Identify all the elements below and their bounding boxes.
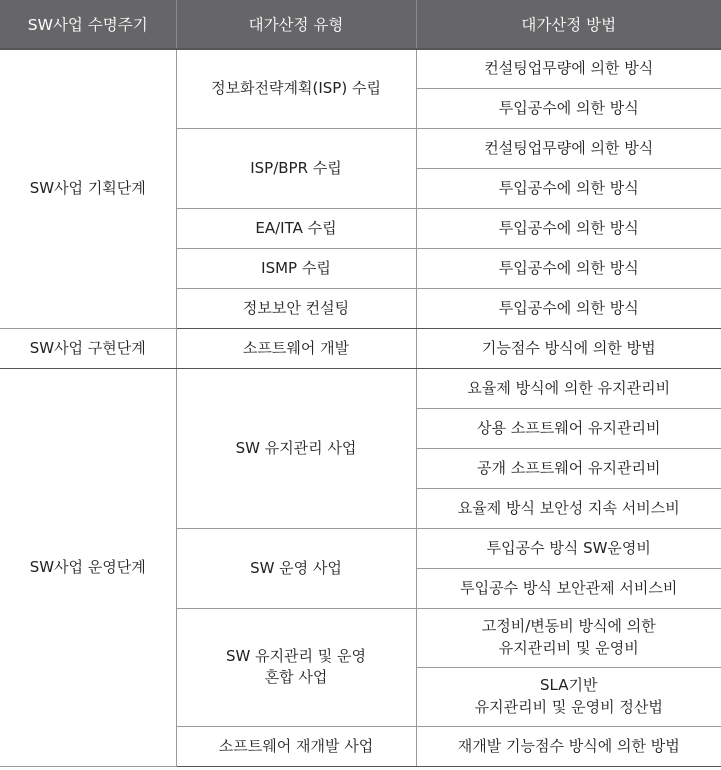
method-cell: 컨설팅업무량에 의한 방식 xyxy=(416,49,721,89)
stage-cell: SW사업 기획단계 xyxy=(0,49,176,329)
method-cell: 투입공수 방식 보안관제 서비스비 xyxy=(416,569,721,609)
type-cell: 정보보안 컨설팅 xyxy=(176,289,416,329)
method-line: 유지관리비 및 운영비 xyxy=(498,639,639,658)
type-cell: ISMP 수립 xyxy=(176,249,416,289)
header-lifecycle: SW사업 수명주기 xyxy=(0,0,176,49)
stage-cell: SW사업 구현단계 xyxy=(0,329,176,369)
header-method: 대가산정 방법 xyxy=(416,0,721,49)
type-cell: 소프트웨어 재개발 사업 xyxy=(176,726,416,766)
header-row xyxy=(0,0,721,49)
method-cell: 투입공수에 의한 방식 xyxy=(416,289,721,329)
type-cell: ISP/BPR 수립 xyxy=(176,129,416,209)
type-cell: 소프트웨어 개발 xyxy=(176,329,416,369)
type-cell: 정보화전략계획(ISP) 수립 xyxy=(176,49,416,129)
method-cell: 재개발 기능점수 방식에 의한 방법 xyxy=(416,726,721,766)
stage-cell: SW사업 운영단계 xyxy=(0,369,176,767)
method-cell: 투입공수에 의한 방식 xyxy=(416,249,721,289)
method-cell: 공개 소프트웨어 유지관리비 xyxy=(416,449,721,489)
table-row xyxy=(0,369,721,409)
method-line: 유지관리비 및 운영비 정산법 xyxy=(474,697,663,716)
method-cell xyxy=(416,667,721,726)
method-cell: 투입공수에 의한 방식 xyxy=(416,89,721,129)
table-row xyxy=(0,49,721,89)
method-line: 고정비/변동비 방식에 의한 xyxy=(481,617,656,636)
type-line: SW 유지관리 및 운영 xyxy=(225,646,367,665)
type-line: 혼합 사업 xyxy=(264,668,328,687)
method-cell: 요율제 방식에 의한 유지관리비 xyxy=(416,369,721,409)
type-cell xyxy=(176,609,416,727)
method-cell: 요율제 방식 보안성 지속 서비스비 xyxy=(416,489,721,529)
method-cell xyxy=(416,609,721,668)
type-cell: SW 운영 사업 xyxy=(176,529,416,609)
method-cell: 상용 소프트웨어 유지관리비 xyxy=(416,409,721,449)
table-row xyxy=(0,329,721,369)
type-cell: EA/ITA 수립 xyxy=(176,209,416,249)
method-cell: 투입공수에 의한 방식 xyxy=(416,209,721,249)
method-cell: 투입공수 방식 SW운영비 xyxy=(416,529,721,569)
method-line: SLA기반 xyxy=(540,676,598,695)
method-cell: 기능점수 방식에 의한 방법 xyxy=(416,329,721,369)
method-cell: 투입공수에 의한 방식 xyxy=(416,169,721,209)
method-cell: 컨설팅업무량에 의한 방식 xyxy=(416,129,721,169)
header-type: 대가산정 유형 xyxy=(176,0,416,49)
type-cell: SW 유지관리 사업 xyxy=(176,369,416,529)
